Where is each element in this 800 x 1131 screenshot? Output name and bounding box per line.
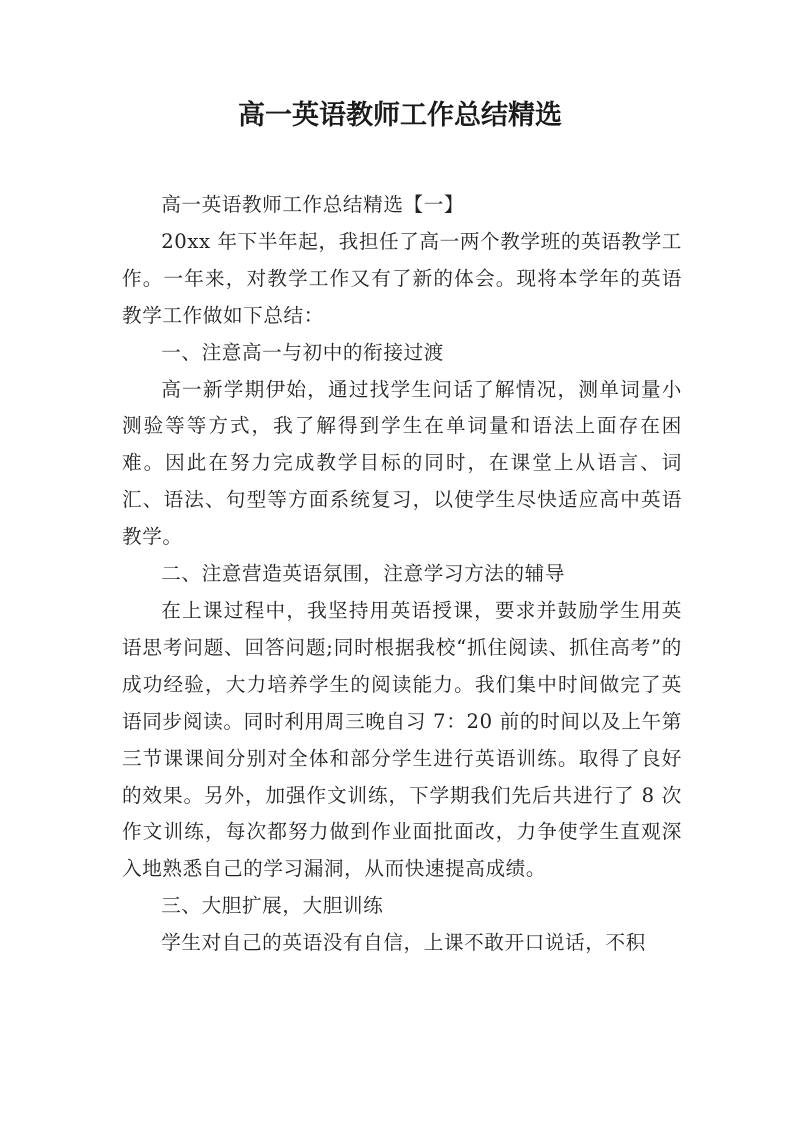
paragraph: 高一新学期伊始，通过找学生问话了解情况，测单词量小测验等等方式，我了解得到学生在单词量和语法上面存在困难。因此在努力完成教学目标的同时，在课堂上从语言、词汇、语法、句型等方面系统复习，以使学生尽快适应高中英语教学。 (122, 377, 682, 549)
section-heading: 二、注意营造英语氛围，注意学习方法的辅导 (161, 562, 566, 586)
paragraph: 20xx 年下半年起，我担任了高一两个教学班的英语教学工作。一年来，对教学工作又有了新的体会。现将本学年的英语教学工作做如下总结： (122, 229, 682, 327)
section-heading: 一、注意高一与初中的衔接过渡 (161, 340, 444, 364)
document-title: 高一英语教师工作总结精选 (238, 100, 562, 131)
section-heading: 高一英语教师工作总结精选【一】 (161, 193, 465, 216)
paragraph: 在上课过程中，我坚持用英语授课，要求并鼓励学生用英语思考问题、回答问题;同时根据我校“抓住阅读、抓住高考”的成功经验，大力培养学生的阅读能力。我们集中时间做完了英语同步阅读。同时利用周三晚自习 7：20 前的时间以及上午第三节课课间分别对全体和部分学生进行英语训练。取得了良好的效果。另外，加强作文训练，下学期我们先后共进行了 8 次作文训练，每次都努力做到作业面批面改，力争使学生直观深入地熟悉自己的学习漏洞，从而快速提高成绩。 (122, 598, 682, 881)
section-heading: 三、大胆扩展，大胆训练 (161, 894, 384, 918)
paragraph: 学生对自己的英语没有自信，上课不敢开口说话，不积 (161, 931, 646, 955)
document-body (122, 187, 682, 962)
